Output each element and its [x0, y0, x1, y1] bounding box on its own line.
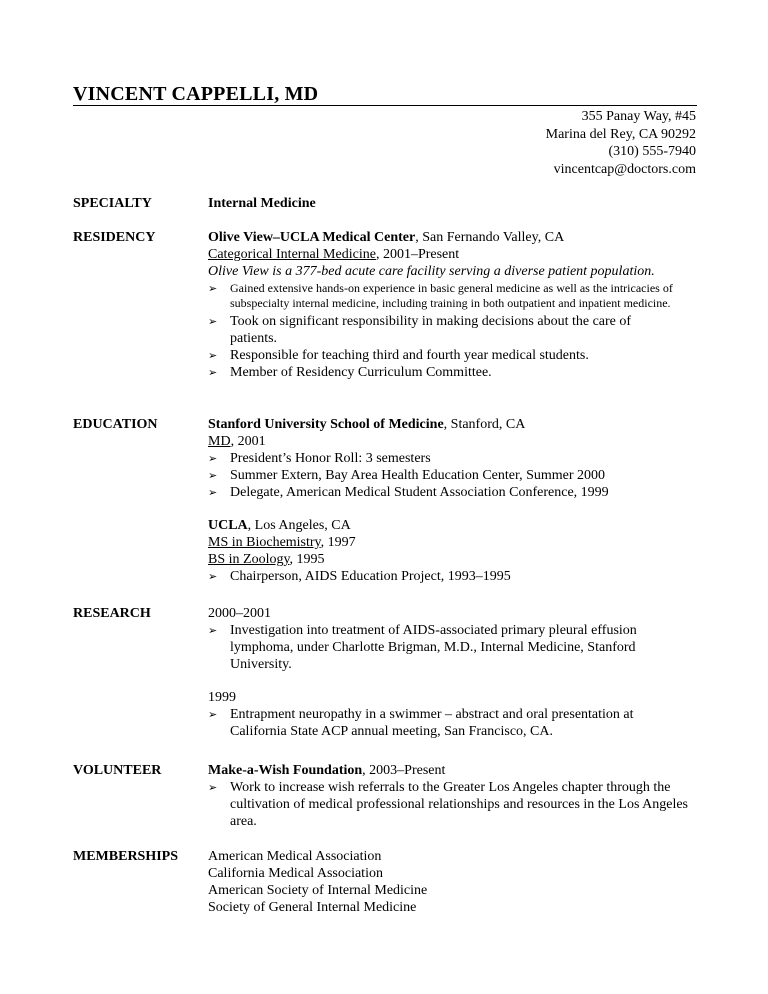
address-line-2: Marina del Rey, CA 90292: [545, 126, 696, 142]
education-bullet: ➢ Delegate, American Medical Student Association Conference, 1999: [208, 484, 703, 501]
residency-bullet: ➢ Gained extensive hands-on experience in basic general medicine as well as the intricacies of subspecialty internal medicine, including training in both outpatient and inpatient medicine.: [208, 281, 695, 311]
volunteer-label: VOLUNTEER: [73, 763, 162, 778]
residency-location: , San Fernando Valley, CA: [415, 230, 565, 245]
research-label: RESEARCH: [73, 606, 151, 621]
volunteer-section: [208, 762, 703, 830]
residency-description: Olive View is a 377-bed acute care facility serving a diverse patient population.: [208, 264, 655, 279]
school-name: UCLA: [208, 518, 248, 533]
volunteer-dates: , 2003–Present: [362, 763, 446, 778]
degree: BS in Zoology: [208, 552, 290, 567]
header-rule: [73, 105, 697, 106]
memberships-section: [208, 848, 703, 916]
memberships-label: MEMBERSHIPS: [73, 849, 179, 864]
education-bullet: ➢ Summer Extern, Bay Area Health Education Center, Summer 2000: [208, 467, 703, 484]
phone-number: (310) 555-7940: [608, 144, 696, 159]
email-address: vincentcap@doctors.com: [553, 161, 696, 177]
residency-program: Categorical Internal Medicine: [208, 247, 376, 262]
membership-item: California Medical Association: [208, 866, 383, 881]
degree: MS in Biochemistry: [208, 535, 321, 550]
education-label: EDUCATION: [73, 417, 158, 432]
membership-item: Society of General Internal Medicine: [208, 900, 417, 915]
school-location: , Los Angeles, CA: [247, 518, 351, 533]
candidate-name: VINCENT CAPPELLI, MD: [73, 83, 319, 105]
residency-bullet: ➢ Took on significant responsibility in making decisions about the care of patients.: [208, 313, 675, 347]
residency-bullet: ➢ Member of Residency Curriculum Committee.: [208, 364, 703, 381]
research-dates: 2000–2001: [208, 606, 271, 621]
volunteer-bullet: ➢ Work to increase wish referrals to the Greater Los Angeles chapter through the cultivation of medical professional relationships and resources in the Los Angeles area.: [208, 779, 700, 830]
education-bullet: ➢ Chairperson, AIDS Education Project, 1993–1995: [208, 568, 703, 585]
residency-org: Olive View–UCLA Medical Center: [208, 230, 416, 245]
education-section: [208, 416, 703, 585]
degree-year: , 1997: [320, 535, 356, 550]
research-section: [208, 605, 703, 740]
school-location: , Stanford, CA: [443, 417, 526, 432]
residency-dates: , 2001–Present: [375, 247, 460, 262]
residency-section: [208, 229, 703, 381]
degree-year: , 2001: [230, 434, 266, 449]
school-name: Stanford University School of Medicine: [208, 417, 444, 432]
membership-item: American Society of Internal Medicine: [208, 883, 428, 898]
membership-item: American Medical Association: [208, 849, 382, 864]
residency-bullet: ➢ Responsible for teaching third and fourth year medical students.: [208, 347, 703, 364]
address-line-1: 355 Panay Way, #45: [581, 109, 696, 124]
research-bullet: ➢ Investigation into treatment of AIDS-associated primary pleural effusion lymphoma, under Charlotte Brigman, M.D., Internal Medicine, Stanford University.: [208, 622, 680, 673]
research-dates: 1999: [208, 690, 236, 705]
residency-label: RESIDENCY: [73, 230, 156, 245]
degree: MD: [208, 434, 231, 449]
volunteer-org: Make-a-Wish Foundation: [208, 763, 363, 778]
degree-year: , 1995: [289, 552, 325, 567]
specialty-value: Internal Medicine: [208, 196, 316, 211]
specialty-label: SPECIALTY: [73, 196, 152, 211]
research-bullet: ➢ Entrapment neuropathy in a swimmer – abstract and oral presentation at California State ACP annual meeting, San Francisco, CA.: [208, 706, 680, 740]
education-bullet: ➢ President’s Honor Roll: 3 semesters: [208, 450, 703, 467]
contact-block: [546, 108, 696, 178]
